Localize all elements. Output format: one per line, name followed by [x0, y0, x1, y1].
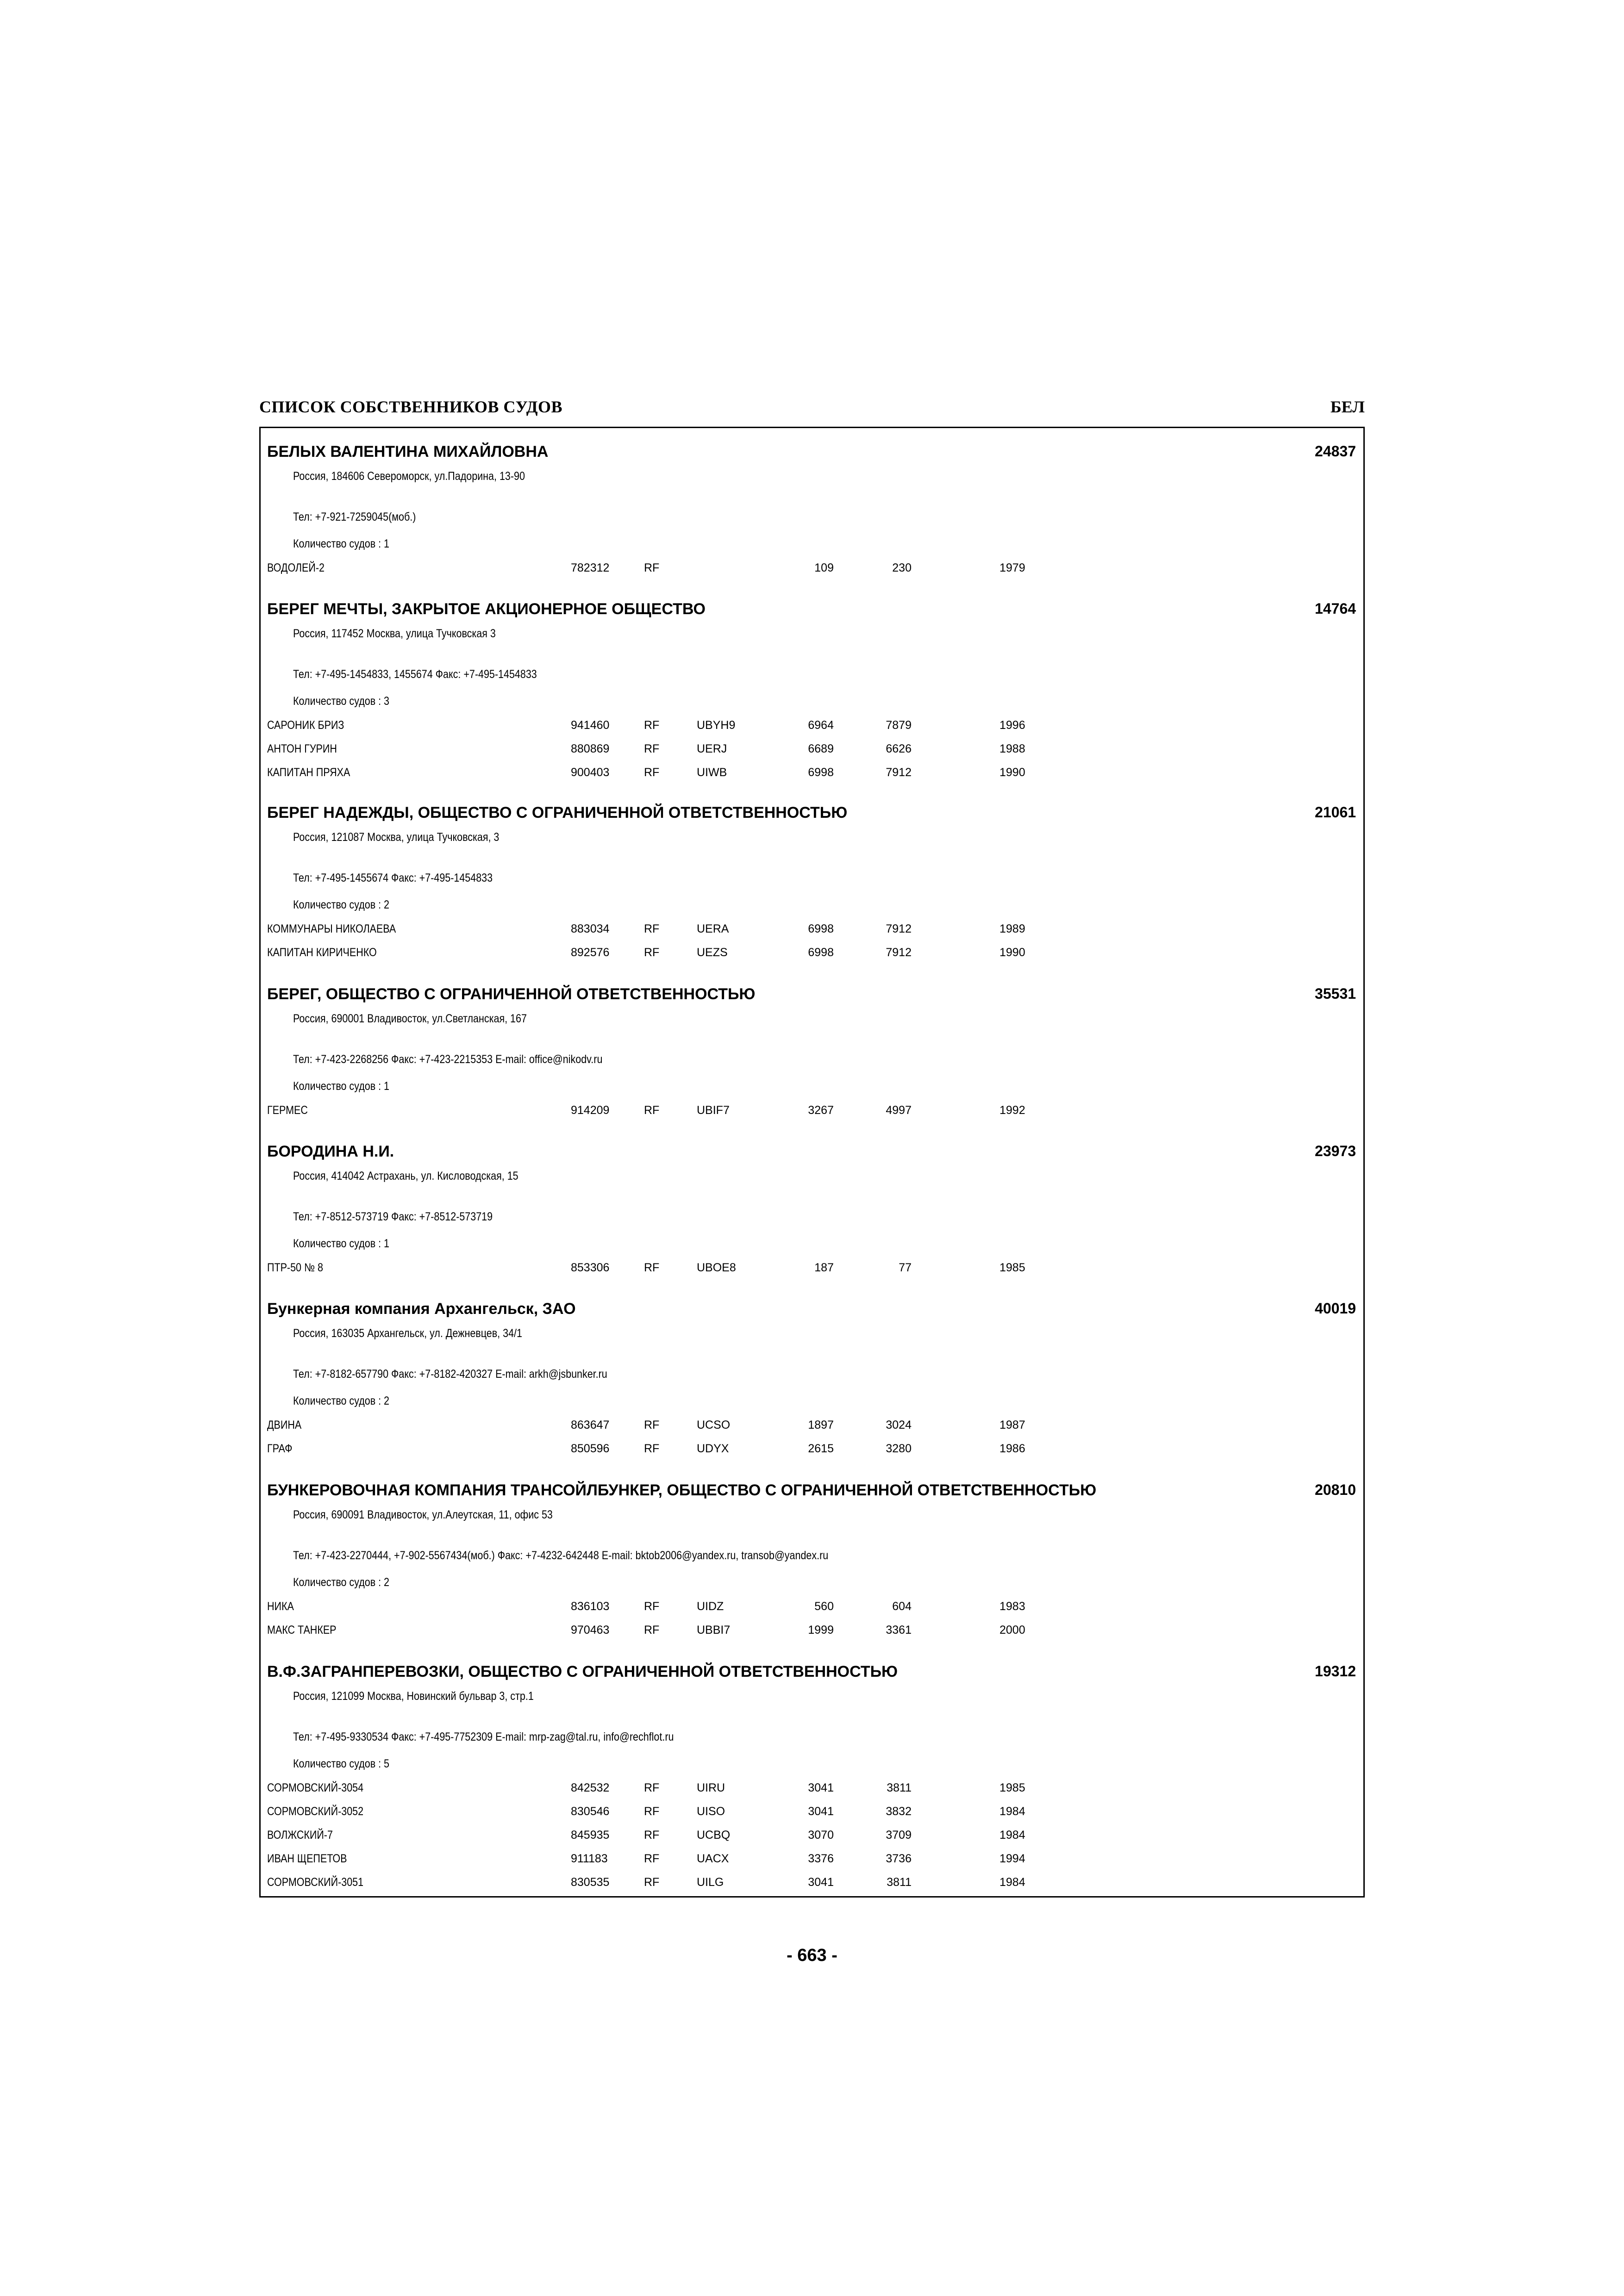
vessel-callsign: UBIF7: [697, 1104, 730, 1117]
vessel-gt: 560: [814, 1600, 834, 1613]
vessel-count: Количество судов : 5: [293, 1757, 390, 1770]
vessel-count: Количество судов : 1: [293, 1080, 390, 1093]
vessel-flag: RF: [644, 1829, 660, 1842]
vessel-name: ГЕРМЕС: [267, 1104, 308, 1117]
vessel-row: [261, 561, 1363, 585]
owner-name: БЕРЕГ МЕЧТЫ, ЗАКРЫТОЕ АКЦИОНЕРНОЕ ОБЩЕСТВО: [267, 600, 706, 618]
vessel-year: 1990: [999, 766, 1025, 779]
vessel-year: 1979: [999, 561, 1025, 574]
vessel-dwt: 7912: [886, 766, 912, 779]
vessel-gt: 3041: [808, 1781, 834, 1794]
vessel-flag: RF: [644, 1624, 660, 1636]
owner-contacts: Тел: +7-495-1455674 Факс: +7-495-1454833: [293, 871, 493, 884]
vessel-count: Количество судов : 2: [293, 1394, 390, 1407]
vessel-dwt: 3024: [886, 1419, 912, 1431]
vessel-list: [261, 1419, 1363, 1466]
vessel-year: 1984: [999, 1805, 1025, 1818]
vessel-dwt: 3832: [886, 1805, 912, 1818]
vessel-flag: RF: [644, 922, 660, 935]
vessel-gt: 2615: [808, 1442, 834, 1455]
owner-name: БЕЛЫХ ВАЛЕНТИНА МИХАЙЛОВНА: [267, 443, 549, 460]
owner-contacts: Тел: +7-423-2270444, +7-902-5567434(моб.) Факс: +7-4232-642448 E-mail: bktob2006@yandex.ru, transob@yandex.ru: [293, 1549, 829, 1562]
vessel-callsign: UBOE8: [697, 1261, 736, 1274]
vessel-row: [261, 1805, 1363, 1829]
vessel-number: 900403: [571, 766, 610, 779]
vessel-dwt: 604: [892, 1600, 912, 1613]
vessel-name: СОРМОВСКИЙ-3054: [267, 1781, 364, 1794]
section-code: БЕЛ: [1330, 398, 1365, 416]
vessel-gt: 3376: [808, 1852, 834, 1865]
vessel-dwt: 3736: [886, 1852, 912, 1865]
vessel-flag: RF: [644, 719, 660, 732]
owner-id: 19312: [1315, 1663, 1356, 1680]
vessel-flag: RF: [644, 1781, 660, 1794]
vessel-callsign: UISO: [697, 1805, 725, 1818]
vessel-row: [261, 1104, 1363, 1127]
vessel-number: 830546: [571, 1805, 610, 1818]
owner-id: 40019: [1315, 1300, 1356, 1317]
vessel-name: ДВИНА: [267, 1419, 302, 1431]
vessel-count: Количество судов : 1: [293, 537, 390, 550]
vessel-name: ВОЛЖСКИЙ-7: [267, 1829, 333, 1842]
owner-id: 24837: [1315, 443, 1356, 460]
vessel-gt: 3267: [808, 1104, 834, 1117]
vessel-flag: RF: [644, 766, 660, 779]
vessel-dwt: 4997: [886, 1104, 912, 1117]
owners-frame: [259, 427, 1365, 1898]
vessel-number: 941460: [571, 719, 610, 732]
owner-contacts: Тел: +7-921-7259045(моб.): [293, 510, 416, 523]
vessel-dwt: 6626: [886, 742, 912, 755]
vessel-gt: 6689: [808, 742, 834, 755]
vessel-row: [261, 1261, 1363, 1285]
vessel-dwt: 3811: [887, 1876, 912, 1889]
owner-contacts: Тел: +7-423-2268256 Факс: +7-423-2215353 E-mail: office@nikodv.ru: [293, 1053, 603, 1066]
vessel-name: ПТР-50 № 8: [267, 1261, 323, 1274]
vessel-row: [261, 1442, 1363, 1466]
vessel-list: [261, 1104, 1363, 1127]
vessel-gt: 6964: [808, 719, 834, 732]
vessel-row: [261, 742, 1363, 766]
owner-name: Бункерная компания Архангельск, ЗАО: [267, 1300, 576, 1318]
vessel-count: Количество судов : 2: [293, 898, 390, 911]
vessel-gt: 3070: [808, 1829, 834, 1842]
vessel-flag: RF: [644, 1104, 660, 1117]
vessel-year: 2000: [999, 1624, 1025, 1636]
vessel-name: САРОНИК БРИЗ: [267, 719, 344, 732]
vessel-row: [261, 766, 1363, 790]
owner-contacts: Тел: +7-495-9330534 Факс: +7-495-7752309 E-mail: mrp-zag@tal.ru, info@rechflot.ru: [293, 1730, 674, 1743]
vessel-gt: 6998: [808, 766, 834, 779]
vessel-row: [261, 946, 1363, 970]
vessel-number: 880869: [571, 742, 610, 755]
owner-id: 14764: [1315, 600, 1356, 617]
page-number: - 663 -: [787, 1946, 837, 1965]
vessel-number: 853306: [571, 1261, 610, 1274]
owner-name: БЕРЕГ, ОБЩЕСТВО С ОГРАНИЧЕННОЙ ОТВЕТСТВЕННОСТЬЮ: [267, 985, 756, 1003]
vessel-gt: 3041: [808, 1876, 834, 1889]
vessel-row: [261, 1624, 1363, 1647]
vessel-gt: 3041: [808, 1805, 834, 1818]
vessel-year: 1988: [999, 742, 1025, 755]
vessel-flag: RF: [644, 1852, 660, 1865]
vessel-dwt: 3709: [886, 1829, 912, 1842]
vessel-year: 1992: [999, 1104, 1025, 1117]
vessel-count: Количество судов : 2: [293, 1576, 390, 1589]
vessel-number: 845935: [571, 1829, 610, 1842]
page-header: [259, 397, 1365, 420]
vessel-count: Количество судов : 1: [293, 1237, 390, 1250]
vessel-flag: RF: [644, 1876, 660, 1889]
vessel-callsign: UILG: [697, 1876, 724, 1889]
owner-contacts: Тел: +7-8512-573719 Факс: +7-8512-573719: [293, 1210, 493, 1223]
vessel-name: КАПИТАН КИРИЧЕНКО: [267, 946, 377, 959]
owner-address: Россия, 117452 Москва, улица Тучковская 3: [293, 627, 496, 640]
vessel-flag: RF: [644, 946, 660, 959]
vessel-year: 1984: [999, 1829, 1025, 1842]
vessel-number: 830535: [571, 1876, 610, 1889]
vessel-dwt: 7912: [886, 922, 912, 935]
vessel-name: ИВАН ЩЕПЕТОВ: [267, 1852, 347, 1865]
vessel-dwt: 230: [892, 561, 912, 574]
vessel-name: КОММУНАРЫ НИКОЛАЕВА: [267, 922, 396, 935]
vessel-year: 1985: [999, 1781, 1025, 1794]
vessel-year: 1989: [999, 922, 1025, 935]
vessel-name: ГРАФ: [267, 1442, 293, 1455]
vessel-number: 836103: [571, 1600, 610, 1613]
vessel-flag: RF: [644, 1600, 660, 1613]
vessel-row: [261, 1419, 1363, 1442]
vessel-name: КАПИТАН ПРЯХА: [267, 766, 350, 779]
owner-name: БОРОДИНА Н.И.: [267, 1143, 394, 1160]
vessel-number: 883034: [571, 922, 610, 935]
vessel-year: 1987: [999, 1419, 1025, 1431]
vessel-gt: 1897: [808, 1419, 834, 1431]
vessel-list: [261, 1781, 1363, 1899]
vessel-callsign: UERJ: [697, 742, 727, 755]
vessel-dwt: 7879: [886, 719, 912, 732]
vessel-callsign: UIDZ: [697, 1600, 724, 1613]
owner-name: БУНКЕРОВОЧНАЯ КОМПАНИЯ ТРАНСОЙЛБУНКЕР, ОБЩЕСТВО С ОГРАНИЧЕННОЙ ОТВЕТСТВЕННОСТЬЮ: [267, 1481, 1097, 1499]
vessel-dwt: 3361: [886, 1624, 912, 1636]
owner-address: Россия, 121099 Москва, Новинский бульвар 3, стр.1: [293, 1690, 534, 1703]
owner-name: БЕРЕГ НАДЕЖДЫ, ОБЩЕСТВО С ОГРАНИЧЕННОЙ ОТВЕТСТВЕННОСТЬЮ: [267, 804, 848, 821]
vessel-callsign: UIWB: [697, 766, 727, 779]
owner-name: В.Ф.ЗАГРАНПЕРЕВОЗКИ, ОБЩЕСТВО С ОГРАНИЧЕННОЙ ОТВЕТСТВЕННОСТЬЮ: [267, 1663, 898, 1680]
vessel-gt: 6998: [808, 946, 834, 959]
vessel-number: 911183: [571, 1852, 608, 1865]
vessel-number: 782312: [571, 561, 610, 574]
vessel-row: [261, 1829, 1363, 1852]
vessel-number: 842532: [571, 1781, 610, 1794]
vessel-flag: RF: [644, 1419, 660, 1431]
vessel-dwt: 77: [899, 1261, 912, 1274]
vessel-list: [261, 922, 1363, 970]
vessel-callsign: UDYX: [697, 1442, 729, 1455]
vessel-year: 1996: [999, 719, 1025, 732]
vessel-name: СОРМОВСКИЙ-3052: [267, 1805, 364, 1818]
vessel-number: 914209: [571, 1104, 610, 1117]
vessel-number: 892576: [571, 946, 610, 959]
vessel-year: 1986: [999, 1442, 1025, 1455]
vessel-name: СОРМОВСКИЙ-3051: [267, 1876, 364, 1889]
vessel-row: [261, 1781, 1363, 1805]
vessel-name: АНТОН ГУРИН: [267, 742, 337, 755]
vessel-row: [261, 1876, 1363, 1899]
vessel-gt: 6998: [808, 922, 834, 935]
vessel-gt: 187: [814, 1261, 834, 1274]
owner-id: 20810: [1315, 1481, 1356, 1498]
owner-address: Россия, 163035 Архангельск, ул. Дежневцев, 34/1: [293, 1327, 522, 1340]
vessel-flag: RF: [644, 1442, 660, 1455]
vessel-flag: RF: [644, 1261, 660, 1274]
vessel-year: 1983: [999, 1600, 1025, 1613]
vessel-callsign: UCSO: [697, 1419, 731, 1431]
vessel-callsign: UIRU: [697, 1781, 725, 1794]
owner-address: Россия, 184606 Североморск, ул.Падорина, 13-90: [293, 470, 525, 483]
owner-contacts: Тел: +7-495-1454833, 1455674 Факс: +7-495-1454833: [293, 668, 537, 681]
vessel-list: [261, 1600, 1363, 1647]
vessel-year: 1984: [999, 1876, 1025, 1889]
vessel-list: [261, 561, 1363, 585]
owner-address: Россия, 414042 Астрахань, ул. Кисловодская, 15: [293, 1170, 518, 1182]
owner-id: 21061: [1315, 804, 1356, 821]
owner-id: 35531: [1315, 985, 1356, 1002]
vessel-list: [261, 719, 1363, 790]
vessel-callsign: UACX: [697, 1852, 729, 1865]
vessel-name: МАКС ТАНКЕР: [267, 1624, 337, 1636]
vessel-flag: RF: [644, 561, 660, 574]
vessel-dwt: 3811: [887, 1781, 912, 1794]
vessel-flag: RF: [644, 1805, 660, 1818]
owner-address: Россия, 690091 Владивосток, ул.Алеутская, 11, офис 53: [293, 1508, 553, 1521]
vessel-number: 970463: [571, 1624, 610, 1636]
vessel-name: ВОДОЛЕЙ-2: [267, 561, 325, 574]
vessel-row: [261, 719, 1363, 742]
owner-contacts: Тел: +7-8182-657790 Факс: +7-8182-420327 E-mail: arkh@jsbunker.ru: [293, 1368, 607, 1381]
vessel-year: 1990: [999, 946, 1025, 959]
vessel-count: Количество судов : 3: [293, 695, 390, 708]
vessel-year: 1985: [999, 1261, 1025, 1274]
vessel-callsign: UCBQ: [697, 1829, 731, 1842]
vessel-year: 1994: [999, 1852, 1025, 1865]
vessel-row: [261, 922, 1363, 946]
vessel-row: [261, 1600, 1363, 1624]
vessel-gt: 1999: [808, 1624, 834, 1636]
owner-address: Россия, 690001 Владивосток, ул.Светланская, 167: [293, 1012, 527, 1025]
owner-address: Россия, 121087 Москва, улица Тучковская, 3: [293, 831, 500, 844]
vessel-number: 863647: [571, 1419, 610, 1431]
vessel-name: НИКА: [267, 1600, 294, 1613]
vessel-callsign: UBBI7: [697, 1624, 731, 1636]
vessel-list: [261, 1261, 1363, 1285]
vessel-dwt: 3280: [886, 1442, 912, 1455]
vessel-row: [261, 1852, 1363, 1876]
vessel-flag: RF: [644, 742, 660, 755]
page-title: СПИСОК СОБСТВЕННИКОВ СУДОВ: [259, 398, 563, 416]
vessel-callsign: UERA: [697, 922, 729, 935]
vessel-callsign: UEZS: [697, 946, 728, 959]
owner-id: 23973: [1315, 1143, 1356, 1159]
vessel-gt: 109: [814, 561, 834, 574]
vessel-dwt: 7912: [886, 946, 912, 959]
vessel-callsign: UBYH9: [697, 719, 736, 732]
vessel-number: 850596: [571, 1442, 610, 1455]
